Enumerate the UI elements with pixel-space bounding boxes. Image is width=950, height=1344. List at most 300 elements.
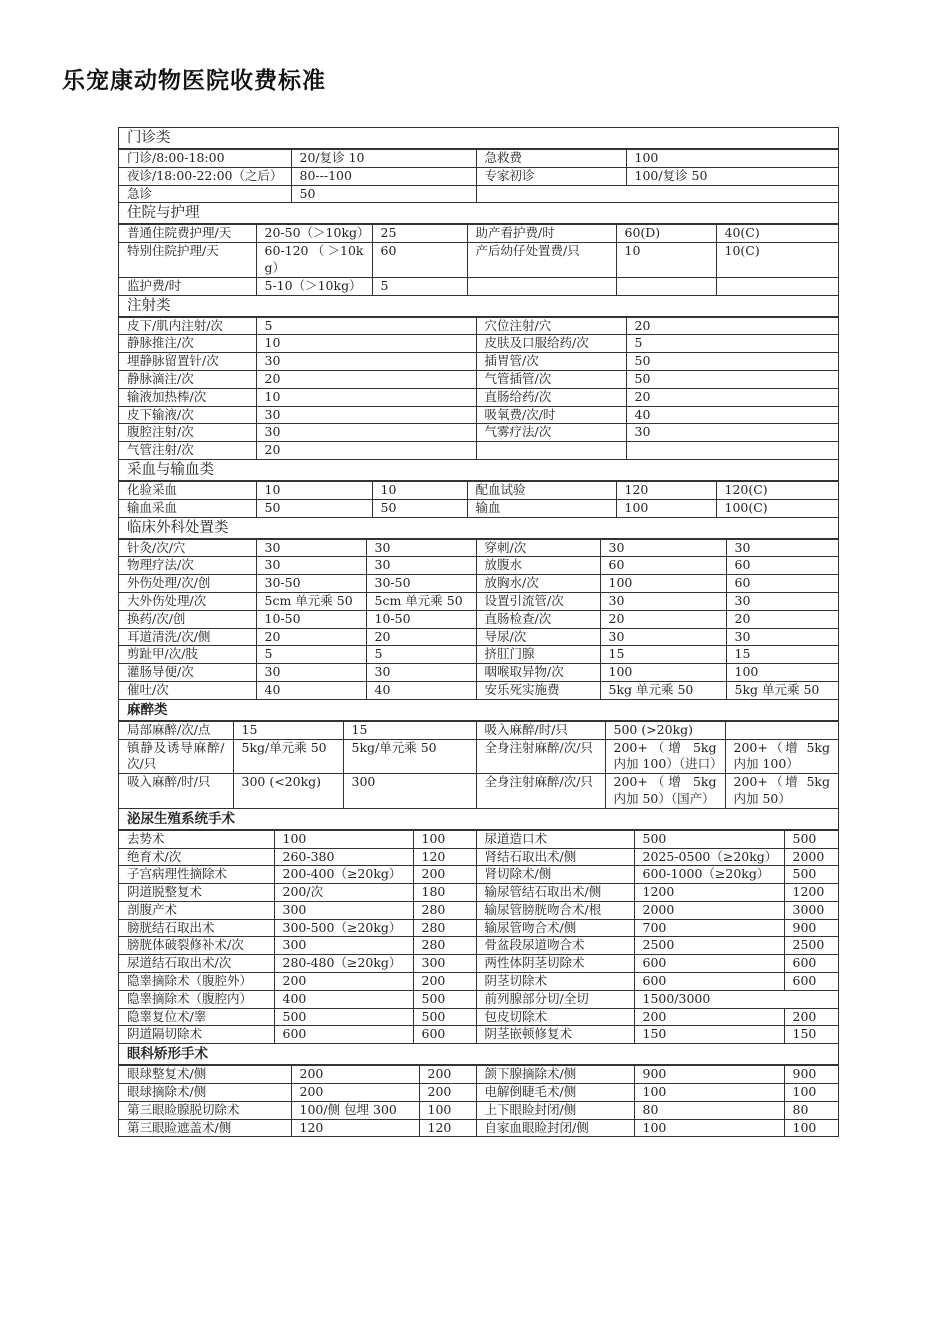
table-row bbox=[119, 1101, 838, 1119]
table-cell: 30 bbox=[366, 664, 476, 682]
table-cell: 眼球摘除术/侧 bbox=[119, 1084, 291, 1102]
table-cell: 600 bbox=[784, 973, 838, 991]
table-cell: 40 bbox=[256, 681, 366, 698]
table-cell: 15 bbox=[600, 646, 726, 664]
table-cell: 产后幼仔处置费/只 bbox=[467, 243, 616, 278]
table-cell: 100 bbox=[274, 830, 413, 848]
table-cell: 30-50 bbox=[366, 575, 476, 593]
table-cell: 200+（增 5kg 内加 100）（进口） bbox=[605, 739, 725, 774]
section-heading: 眼科矫形手术 bbox=[119, 1044, 838, 1065]
table-cell bbox=[476, 442, 626, 459]
table-cell: 皮肤及口服给药/次 bbox=[476, 335, 626, 353]
table-cell: 40(C) bbox=[716, 225, 838, 243]
table-cell: 直肠检查/次 bbox=[476, 610, 600, 628]
table-cell: 100 bbox=[626, 150, 838, 168]
table-cell: 30 bbox=[256, 353, 476, 371]
section-heading: 住院与护理 bbox=[119, 203, 838, 224]
table-cell: 200 bbox=[413, 973, 476, 991]
table-cell: 5cm 单元乘 50 bbox=[366, 592, 476, 610]
table-cell: 阴茎嵌顿修复术 bbox=[476, 1026, 634, 1043]
table-cell: 30 bbox=[600, 539, 726, 557]
table-cell: 吸入麻醉/时/只 bbox=[119, 774, 233, 808]
table-cell: 气管插管/次 bbox=[476, 370, 626, 388]
table-cell: 60 bbox=[726, 557, 838, 575]
table-cell: 500 bbox=[634, 830, 784, 848]
table-cell: 60 bbox=[600, 557, 726, 575]
table-cell: 100 bbox=[600, 664, 726, 682]
table-cell: 上下眼睑封闭/侧 bbox=[476, 1101, 634, 1119]
table-cell: 20 bbox=[600, 610, 726, 628]
table-cell: 全身注射麻醉/次/只 bbox=[476, 739, 605, 774]
table-cell: 普通住院费护理/天 bbox=[119, 225, 256, 243]
table-cell: 子宫病理性摘除术 bbox=[119, 866, 274, 884]
table-cell: 900 bbox=[784, 919, 838, 937]
table-row bbox=[119, 442, 838, 459]
table-cell: 30 bbox=[726, 628, 838, 646]
table-cell: 200-400（≥20kg） bbox=[274, 866, 413, 884]
table-row bbox=[119, 167, 838, 185]
table-cell: 膀胱体破裂修补术/次 bbox=[119, 937, 274, 955]
table-cell: 30 bbox=[600, 592, 726, 610]
table-cell: 输液加热棒/次 bbox=[119, 388, 256, 406]
page-title: 乐宠康动物医院收费标准 bbox=[62, 68, 326, 94]
table-cell: 30 bbox=[366, 557, 476, 575]
fee-table bbox=[119, 1065, 838, 1136]
section-heading: 门诊类 bbox=[119, 128, 838, 149]
table-row bbox=[119, 628, 838, 646]
table-cell: 20 bbox=[256, 628, 366, 646]
table-cell: 尿道结石取出术/次 bbox=[119, 955, 274, 973]
table-row bbox=[119, 592, 838, 610]
section bbox=[119, 518, 838, 700]
table-cell: 5 bbox=[372, 277, 467, 294]
table-cell: 骨盆段尿道吻合术 bbox=[476, 937, 634, 955]
table-cell: 15 bbox=[233, 721, 343, 739]
table-cell: 15 bbox=[726, 646, 838, 664]
table-cell: 10-50 bbox=[366, 610, 476, 628]
table-cell: 第三眼睑腺脱切除术 bbox=[119, 1101, 291, 1119]
table-cell: 100 bbox=[634, 1084, 784, 1102]
table-cell: 全身注射麻醉/次/只 bbox=[476, 774, 605, 808]
table-cell: 300-500（≥20kg） bbox=[274, 919, 413, 937]
table-cell: 40 bbox=[366, 681, 476, 698]
table-cell: 催吐/次 bbox=[119, 681, 256, 698]
table-cell: 1500/3000 bbox=[634, 990, 838, 1008]
table-cell: 100 bbox=[616, 499, 716, 516]
table-row bbox=[119, 866, 838, 884]
table-cell: 肾切除术/侧 bbox=[476, 866, 634, 884]
table-cell: 换药/次/创 bbox=[119, 610, 256, 628]
table-cell: 30 bbox=[256, 664, 366, 682]
table-row bbox=[119, 406, 838, 424]
table-cell: 700 bbox=[634, 919, 784, 937]
table-cell: 输尿管膀胱吻合术/根 bbox=[476, 901, 634, 919]
table-cell: 20 bbox=[366, 628, 476, 646]
table-cell: 5 bbox=[366, 646, 476, 664]
table-cell: 150 bbox=[634, 1026, 784, 1043]
table-cell: 100 bbox=[419, 1101, 476, 1119]
table-cell: 100 bbox=[600, 575, 726, 593]
table-cell: 900 bbox=[784, 1066, 838, 1084]
table-cell: 280 bbox=[413, 919, 476, 937]
table-cell: 大外伤处理/次 bbox=[119, 592, 256, 610]
table-row bbox=[119, 539, 838, 557]
fee-table bbox=[119, 539, 838, 699]
table-row bbox=[119, 499, 838, 516]
table-cell: 插胃管/次 bbox=[476, 353, 626, 371]
table-row bbox=[119, 721, 838, 739]
table-row bbox=[119, 973, 838, 991]
table-cell: 5-10（＞10kg） bbox=[256, 277, 372, 294]
table-cell: 急救费 bbox=[476, 150, 626, 168]
table-cell: 300 bbox=[274, 901, 413, 919]
table-cell: 120 bbox=[616, 481, 716, 499]
table-row bbox=[119, 937, 838, 955]
table-cell: 2025-0500（≥20kg） bbox=[634, 848, 784, 866]
table-cell: 20/复诊 10 bbox=[291, 150, 476, 168]
table-cell: 50 bbox=[626, 353, 838, 371]
table-cell: 200 bbox=[413, 866, 476, 884]
table-cell: 500 (>20kg) bbox=[605, 721, 725, 739]
table-cell: 600 bbox=[274, 1026, 413, 1043]
table-cell: 两性体阴茎切除术 bbox=[476, 955, 634, 973]
table-cell: 设置引流管/次 bbox=[476, 592, 600, 610]
table-cell: 直肠给药/次 bbox=[476, 388, 626, 406]
section-heading: 临床外科处置类 bbox=[119, 518, 838, 539]
table-cell: 挤肛门腺 bbox=[476, 646, 600, 664]
table-cell: 镇静及诱导麻醉/次/只 bbox=[119, 739, 233, 774]
table-cell: 60 bbox=[372, 243, 467, 278]
table-cell: 300 (<20kg) bbox=[233, 774, 343, 808]
section-heading: 注射类 bbox=[119, 296, 838, 317]
table-cell: 280-480（≥20kg） bbox=[274, 955, 413, 973]
table-cell: 300 bbox=[274, 937, 413, 955]
table-cell: 100(C) bbox=[716, 499, 838, 516]
table-cell: 专家初诊 bbox=[476, 167, 626, 185]
table-row bbox=[119, 353, 838, 371]
table-row bbox=[119, 1119, 838, 1136]
table-cell: 20 bbox=[626, 388, 838, 406]
table-cell: 120 bbox=[413, 848, 476, 866]
table-cell: 100 bbox=[784, 1119, 838, 1136]
table-cell: 30 bbox=[256, 424, 476, 442]
table-cell: 25 bbox=[372, 225, 467, 243]
table-cell: 200 bbox=[419, 1084, 476, 1102]
table-row bbox=[119, 277, 838, 294]
table-cell: 200+（增 5kg 内加 50）（国产） bbox=[605, 774, 725, 808]
table-cell: 30 bbox=[726, 539, 838, 557]
section bbox=[119, 296, 838, 460]
table-cell: 200 bbox=[291, 1084, 419, 1102]
table-cell: 200 bbox=[634, 1008, 784, 1026]
table-cell: 200 bbox=[419, 1066, 476, 1084]
table-cell: 急诊 bbox=[119, 185, 291, 202]
table-cell: 400 bbox=[274, 990, 413, 1008]
section bbox=[119, 1044, 838, 1137]
table-cell: 600-1000（≥20kg） bbox=[634, 866, 784, 884]
table-cell: 120 bbox=[291, 1119, 419, 1136]
table-cell: 30 bbox=[626, 424, 838, 442]
table-cell: 180 bbox=[413, 884, 476, 902]
table-cell: 100 bbox=[634, 1119, 784, 1136]
table-cell: 80 bbox=[634, 1101, 784, 1119]
table-row bbox=[119, 774, 838, 808]
table-cell: 600 bbox=[634, 955, 784, 973]
table-cell: 50 bbox=[256, 499, 372, 516]
table-row bbox=[119, 884, 838, 902]
table-cell: 50 bbox=[291, 185, 476, 202]
table-cell: 助产看护费/时 bbox=[467, 225, 616, 243]
table-cell: 80 bbox=[784, 1101, 838, 1119]
table-cell: 900 bbox=[634, 1066, 784, 1084]
table-cell: 600 bbox=[784, 955, 838, 973]
table-cell: 5kg 单元乘 50 bbox=[600, 681, 726, 698]
table-cell: 气雾疗法/次 bbox=[476, 424, 626, 442]
table-cell: 10 bbox=[256, 335, 476, 353]
table-cell bbox=[725, 721, 838, 739]
table-row bbox=[119, 646, 838, 664]
table-cell: 300 bbox=[413, 955, 476, 973]
table-cell: 50 bbox=[626, 370, 838, 388]
table-cell: 600 bbox=[413, 1026, 476, 1043]
table-cell: 120 bbox=[419, 1119, 476, 1136]
table-cell: 化验采血 bbox=[119, 481, 256, 499]
fee-table bbox=[119, 317, 838, 459]
table-cell: 夜诊/18:00-22:00（之后） bbox=[119, 167, 291, 185]
table-row bbox=[119, 225, 838, 243]
table-cell: 输血采血 bbox=[119, 499, 256, 516]
table-cell: 尿道造口术 bbox=[476, 830, 634, 848]
table-cell: 阴道脱整复术 bbox=[119, 884, 274, 902]
table-cell: 耳道清洗/次/侧 bbox=[119, 628, 256, 646]
table-cell: 20 bbox=[256, 442, 476, 459]
table-cell: 5kg/单元乘 50 bbox=[233, 739, 343, 774]
table-cell: 颌下腺摘除术/侧 bbox=[476, 1066, 634, 1084]
table-cell: 5 bbox=[256, 317, 476, 335]
table-cell: 5 bbox=[256, 646, 366, 664]
table-cell: 自家血眼睑封闭/侧 bbox=[476, 1119, 634, 1136]
table-cell: 包皮切除术 bbox=[476, 1008, 634, 1026]
table-cell: 50 bbox=[372, 499, 467, 516]
table-cell: 20-50（＞10kg） bbox=[256, 225, 372, 243]
table-cell: 100/侧 包埋 300 bbox=[291, 1101, 419, 1119]
table-cell: 60(D) bbox=[616, 225, 716, 243]
table-cell: 2500 bbox=[634, 937, 784, 955]
table-cell: 200+（增 5kg 内加 50） bbox=[725, 774, 838, 808]
table-cell: 前列腺部分切/全切 bbox=[476, 990, 634, 1008]
table-row bbox=[119, 335, 838, 353]
table-cell bbox=[467, 277, 616, 294]
table-cell: 2000 bbox=[634, 901, 784, 919]
table-cell: 埋静脉留置针/次 bbox=[119, 353, 256, 371]
table-cell: 膀胱结石取出术 bbox=[119, 919, 274, 937]
table-row bbox=[119, 388, 838, 406]
table-row bbox=[119, 1008, 838, 1026]
table-cell: 皮下输液/次 bbox=[119, 406, 256, 424]
table-cell: 120(C) bbox=[716, 481, 838, 499]
table-cell: 隐睾复位术/睾 bbox=[119, 1008, 274, 1026]
table-cell: 20 bbox=[626, 317, 838, 335]
table-cell: 吸入麻醉/时/只 bbox=[476, 721, 605, 739]
table-row bbox=[119, 243, 838, 278]
table-cell: 局部麻醉/次/点 bbox=[119, 721, 233, 739]
section bbox=[119, 700, 838, 809]
table-cell: 200/次 bbox=[274, 884, 413, 902]
table-cell: 剖腹产术 bbox=[119, 901, 274, 919]
table-cell: 针灸/次/穴 bbox=[119, 539, 256, 557]
table-cell: 咽喉取异物/次 bbox=[476, 664, 600, 682]
table-cell: 15 bbox=[343, 721, 476, 739]
table-row bbox=[119, 739, 838, 774]
table-cell: 30 bbox=[256, 557, 366, 575]
table-cell: 30 bbox=[256, 406, 476, 424]
table-row bbox=[119, 1026, 838, 1043]
table-cell: 10 bbox=[372, 481, 467, 499]
table-cell: 去势术 bbox=[119, 830, 274, 848]
table-cell: 眼球整复术/侧 bbox=[119, 1066, 291, 1084]
table-cell: 500 bbox=[784, 866, 838, 884]
section-heading: 泌尿生殖系统手术 bbox=[119, 809, 838, 830]
table-cell: 物理疗法/次 bbox=[119, 557, 256, 575]
table-cell: 隐睾摘除术（腹腔内） bbox=[119, 990, 274, 1008]
table-cell bbox=[616, 277, 716, 294]
table-cell: 放腹水 bbox=[476, 557, 600, 575]
table-cell: 100 bbox=[784, 1084, 838, 1102]
table-cell: 600 bbox=[634, 973, 784, 991]
table-cell: 150 bbox=[784, 1026, 838, 1043]
table-cell: 1200 bbox=[784, 884, 838, 902]
table-cell: 30 bbox=[726, 592, 838, 610]
table-cell: 外伤处理/次/创 bbox=[119, 575, 256, 593]
table-cell: 100/复诊 50 bbox=[626, 167, 838, 185]
table-row bbox=[119, 901, 838, 919]
table-cell: 100 bbox=[726, 664, 838, 682]
table-cell: 500 bbox=[413, 990, 476, 1008]
table-row bbox=[119, 150, 838, 168]
section-heading: 麻醉类 bbox=[119, 700, 838, 721]
table-row bbox=[119, 681, 838, 698]
table-cell: 隐睾摘除术（腹腔外） bbox=[119, 973, 274, 991]
table-cell: 电解倒睫毛术/侧 bbox=[476, 1084, 634, 1102]
table-cell: 200 bbox=[291, 1066, 419, 1084]
table-cell: 30 bbox=[256, 539, 366, 557]
table-cell: 放胸水/次 bbox=[476, 575, 600, 593]
table-cell: 第三眼睑遮盖术/侧 bbox=[119, 1119, 291, 1136]
table-cell: 10-50 bbox=[256, 610, 366, 628]
table-cell: 肾结石取出术/侧 bbox=[476, 848, 634, 866]
table-row bbox=[119, 1066, 838, 1084]
table-row bbox=[119, 848, 838, 866]
table-cell bbox=[626, 442, 838, 459]
table-cell: 门诊/8:00-18:00 bbox=[119, 150, 291, 168]
table-row bbox=[119, 481, 838, 499]
table-cell: 阴道隔切除术 bbox=[119, 1026, 274, 1043]
table-cell: 200+（增 5kg 内加 100） bbox=[725, 739, 838, 774]
table-cell: 200 bbox=[274, 973, 413, 991]
table-cell: 阴茎切除术 bbox=[476, 973, 634, 991]
table-cell: 2500 bbox=[784, 937, 838, 955]
fee-table bbox=[119, 830, 838, 1044]
fee-schedule bbox=[118, 127, 839, 1137]
table-row bbox=[119, 424, 838, 442]
table-row bbox=[119, 919, 838, 937]
table-cell: 吸氧费/次/时 bbox=[476, 406, 626, 424]
table-cell: 10 bbox=[616, 243, 716, 278]
table-cell: 20 bbox=[256, 370, 476, 388]
table-cell: 监护费/时 bbox=[119, 277, 256, 294]
table-cell: 5 bbox=[626, 335, 838, 353]
table-cell: 30 bbox=[366, 539, 476, 557]
table-cell: 10 bbox=[256, 481, 372, 499]
table-cell: 3000 bbox=[784, 901, 838, 919]
table-row bbox=[119, 575, 838, 593]
table-cell: 40 bbox=[626, 406, 838, 424]
table-cell: 安乐死实施费 bbox=[476, 681, 600, 698]
table-cell: 剪趾甲/次/肢 bbox=[119, 646, 256, 664]
table-cell: 穿刺/次 bbox=[476, 539, 600, 557]
table-row bbox=[119, 1084, 838, 1102]
table-cell: 260-380 bbox=[274, 848, 413, 866]
table-row bbox=[119, 557, 838, 575]
section bbox=[119, 203, 838, 295]
table-row bbox=[119, 830, 838, 848]
table-cell: 输尿管结石取出术/侧 bbox=[476, 884, 634, 902]
table-cell: 20 bbox=[726, 610, 838, 628]
table-row bbox=[119, 610, 838, 628]
table-cell: 静脉推注/次 bbox=[119, 335, 256, 353]
table-row bbox=[119, 990, 838, 1008]
table-cell: 500 bbox=[274, 1008, 413, 1026]
table-cell: 输尿管吻合术/侧 bbox=[476, 919, 634, 937]
table-cell: 2000 bbox=[784, 848, 838, 866]
table-cell: 1200 bbox=[634, 884, 784, 902]
table-cell: 腹腔注射/次 bbox=[119, 424, 256, 442]
section bbox=[119, 460, 838, 518]
section-heading: 采血与输血类 bbox=[119, 460, 838, 481]
table-cell: 30-50 bbox=[256, 575, 366, 593]
table-cell: 5cm 单元乘 50 bbox=[256, 592, 366, 610]
table-cell: 280 bbox=[413, 901, 476, 919]
table-cell: 500 bbox=[413, 1008, 476, 1026]
table-row bbox=[119, 664, 838, 682]
table-cell: 30 bbox=[600, 628, 726, 646]
table-cell: 特别住院护理/天 bbox=[119, 243, 256, 278]
fee-table bbox=[119, 149, 838, 202]
table-cell bbox=[716, 277, 838, 294]
table-cell: 静脉滴注/次 bbox=[119, 370, 256, 388]
table-cell: 导尿/次 bbox=[476, 628, 600, 646]
table-row bbox=[119, 185, 838, 202]
table-cell: 10 bbox=[256, 388, 476, 406]
table-cell: 灌肠导便/次 bbox=[119, 664, 256, 682]
table-cell: 300 bbox=[343, 774, 476, 808]
table-cell: 气管注射/次 bbox=[119, 442, 256, 459]
table-cell: 输血 bbox=[467, 499, 616, 516]
table-cell: 80---100 bbox=[291, 167, 476, 185]
fee-table bbox=[119, 721, 838, 808]
table-cell: 60 bbox=[726, 575, 838, 593]
table-cell: 5kg/单元乘 50 bbox=[343, 739, 476, 774]
fee-table bbox=[119, 481, 838, 517]
table-cell bbox=[476, 185, 838, 202]
table-cell: 60-120（＞10kg） bbox=[256, 243, 372, 278]
table-row bbox=[119, 955, 838, 973]
section bbox=[119, 809, 838, 1045]
table-cell: 200 bbox=[784, 1008, 838, 1026]
table-cell: 绝育术/次 bbox=[119, 848, 274, 866]
table-cell: 皮下/肌内注射/次 bbox=[119, 317, 256, 335]
table-cell: 100 bbox=[413, 830, 476, 848]
